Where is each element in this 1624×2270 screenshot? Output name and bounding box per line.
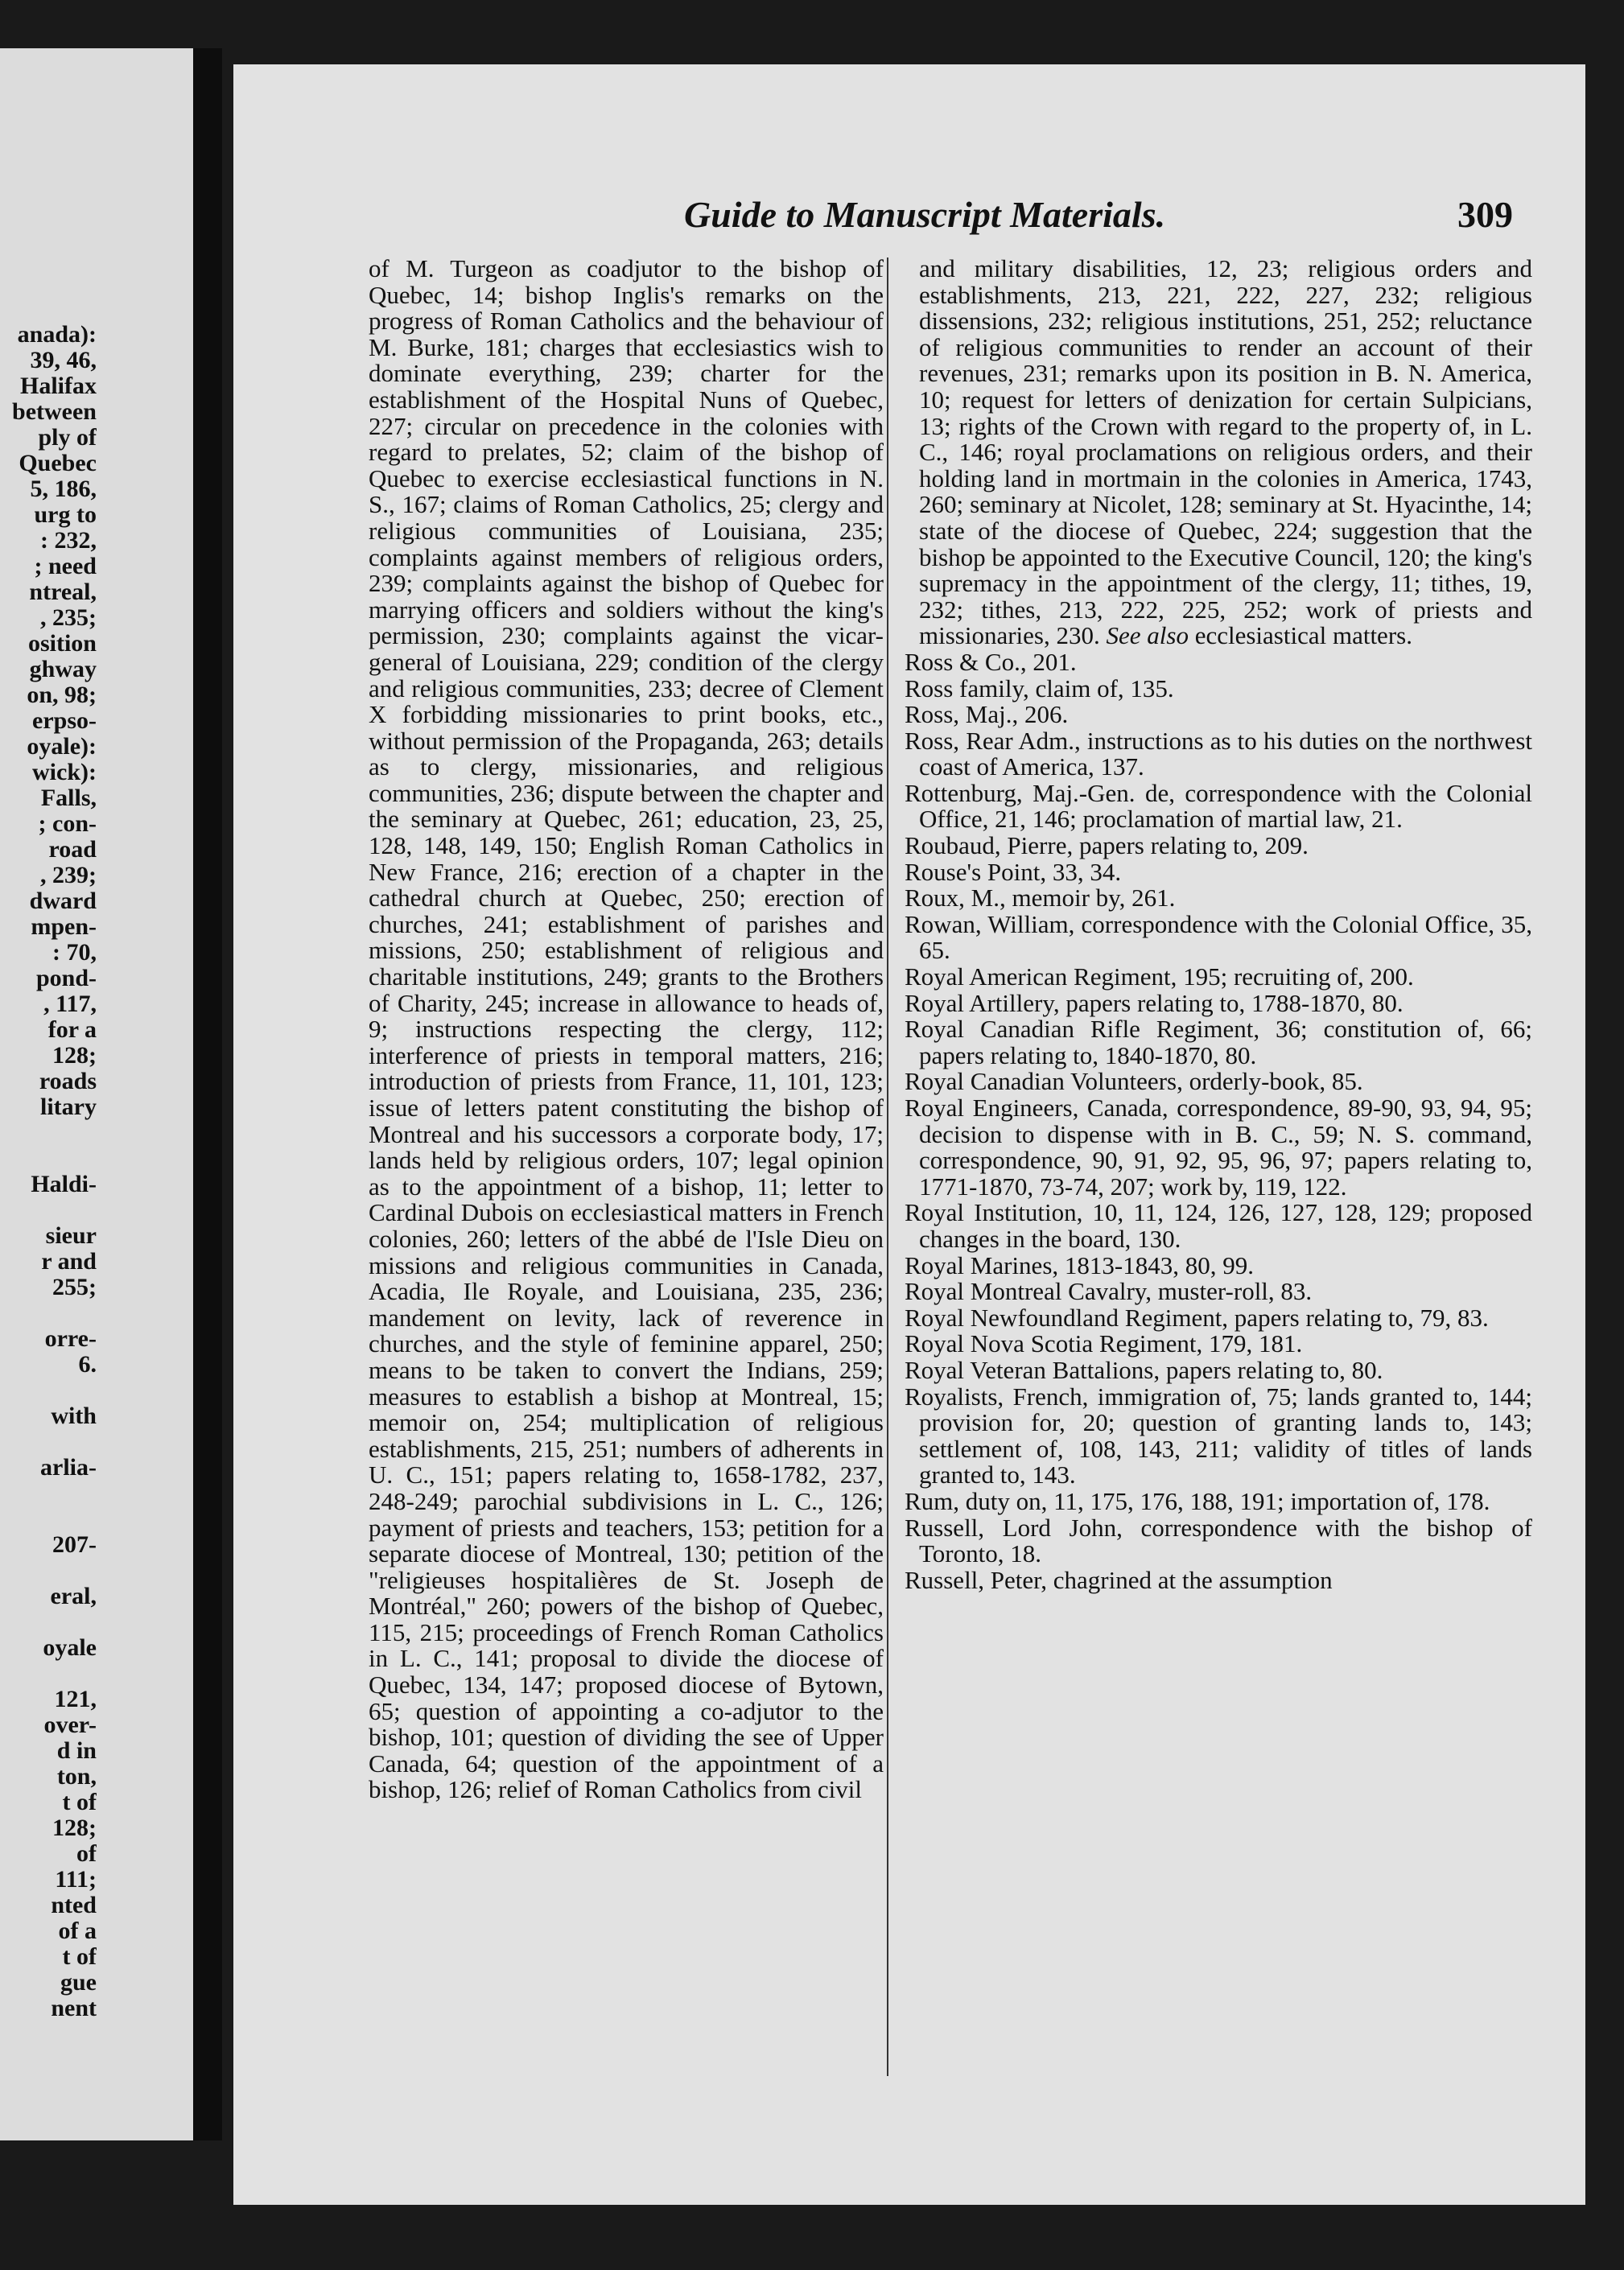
facing-page-line: 5, 186, <box>30 476 97 502</box>
facing-page-line: of <box>76 1841 97 1867</box>
index-entry: Roux, M., memoir by, 261. <box>905 884 1176 913</box>
facing-page-line: oyale): <box>27 734 97 760</box>
facing-page-line: , 239; <box>40 863 97 888</box>
facing-page-line <box>0 1197 97 1223</box>
index-entry: Russell, Lord John, correspondence with the bishop of Toronto, 18. <box>905 1513 1532 1568</box>
index-entry: Roubaud, Pierre, papers relating to, 209. <box>905 831 1309 860</box>
see-also-label: See also <box>1106 621 1189 650</box>
facing-page-line: r and <box>41 1249 97 1275</box>
index-entry: Ross family, claim of, 135. <box>905 674 1174 702</box>
index-entry: Rum, duty on, 11, 175, 176, 188, 191; importation of, 178. <box>905 1486 1490 1515</box>
facing-page-line: wick): <box>32 760 97 785</box>
index-column-left <box>369 256 884 1803</box>
facing-page-line: road <box>48 837 97 863</box>
index-entry: Royal Montreal Cavalry, muster-roll, 83. <box>905 1277 1313 1306</box>
facing-page-line: 207- <box>52 1532 97 1558</box>
facing-page-line: over- <box>43 1712 97 1738</box>
facing-page-line: ; con- <box>38 811 97 837</box>
facing-page-line <box>0 1378 97 1403</box>
facing-page-line: 111; <box>55 1867 97 1893</box>
facing-page-line: ghway <box>29 657 97 682</box>
facing-page-line: Falls, <box>40 785 97 811</box>
continuation-text: and military disabilities, 12, 23; religious orders and establishments, 213, 221, 222, 227, 232; religious dissensions, 232; religious institutions, 251, 252; reluctance of religious communities to render an account of their revenues, 231; remarks upon its position in B. N. America, 10; request for letters of denization for certain Sulpicians, 13; rights of the Crown with regard to the property of, in L. C., 146; royal proclamations on religious orders, and their holding land in mortmain in the colonies in America, 1743, 260; seminary at Nicolet, 128; seminary at St. Hyacinthe, 14; state of the diocese of Quebec, 224; suggestion that the bishop be appointed to the Executive Council, 120; the king's supremacy in the appointment of the clergy, 11; tithes, 19, 232; tithes, 213, 222, 225, 252; work of priests and missionaries, 230. <box>919 254 1532 650</box>
book-gutter <box>193 48 222 2140</box>
facing-page-line: dward <box>29 888 97 914</box>
index-entry: Ross, Rear Adm., instructions as to his duties on the northwest coast of America, 137. <box>905 726 1532 781</box>
facing-page-line: : 70, <box>52 940 97 966</box>
index-column-right <box>905 256 1532 1593</box>
facing-page-line: ply of <box>38 425 97 451</box>
facing-page-line: osition <box>27 631 97 657</box>
facing-page-line: eral, <box>50 1584 97 1609</box>
index-entry: Ross, Maj., 206. <box>905 700 1069 729</box>
facing-page-line: Halifax <box>20 373 97 399</box>
facing-page-line: for a <box>47 1017 97 1043</box>
facing-page-line: 128; <box>52 1043 97 1069</box>
index-entry: Royal American Regiment, 195; recruiting of, 200. <box>905 962 1414 991</box>
facing-page-line: , 235; <box>40 605 97 631</box>
facing-page-line: t of <box>62 1790 97 1815</box>
facing-page-line: mpen- <box>31 914 97 940</box>
facing-page-line: erpso- <box>32 708 97 734</box>
facing-page-line: Haldi- <box>31 1172 97 1197</box>
facing-page-line: between <box>12 399 97 425</box>
see-also-target: ecclesiastical matters. <box>1194 621 1412 650</box>
index-entry: Russell, Peter, chagrined at the assumption <box>905 1565 1333 1594</box>
index-entry: Royal Canadian Rifle Regiment, 36; constitution of, 66; papers relating to, 1840-1870, 80. <box>905 1015 1532 1069</box>
facing-page-line <box>0 1558 97 1584</box>
facing-page-line <box>0 1661 97 1687</box>
facing-page-line <box>0 1481 97 1506</box>
facing-page-line: 121, <box>54 1687 97 1712</box>
facing-page-line: litary <box>40 1094 97 1120</box>
facing-page-line <box>0 1146 97 1172</box>
index-entry: Royal Engineers, Canada, correspondence, 89-90, 93, 94, 95; decision to dispense with in B. C., 59; N. S. command, correspondence, 90, 91, 92, 95, 96, 97; papers relating to, 1771-1870, 73-74, 207; work by, 119, 122. <box>905 1094 1532 1201</box>
facing-page-line: Quebec <box>19 451 97 476</box>
index-entry: Royal Artillery, papers relating to, 1788-1870, 80. <box>905 988 1403 1017</box>
index-entry: Royal Veteran Battalions, papers relating to, 80. <box>905 1355 1383 1384</box>
facing-page-line: ntreal, <box>29 579 97 605</box>
index-entry: Rottenburg, Maj.-Gen. de, correspondence with the Colonial Office, 21, 146; proclamation of martial law, 21. <box>905 778 1532 834</box>
facing-page-line: 255; <box>52 1275 97 1300</box>
facing-page-line: oyale <box>43 1635 97 1661</box>
facing-page-line: 6. <box>78 1352 97 1378</box>
facing-page-line: with <box>51 1403 97 1429</box>
index-entry-continuation <box>905 256 1532 649</box>
facing-page-line: gue <box>60 1970 97 1996</box>
facing-page-line: of a <box>58 1918 97 1944</box>
facing-page-line: d in <box>56 1738 97 1764</box>
index-entry-continuation: of M. Turgeon as coadjutor to the bishop of Quebec, 14; bishop Inglis's remarks on the progress of Roman Catholics and the behaviour of M. Burke, 181; charges that ecclesiastics wish to dominate everything, 239; charter for the establishment of the Hospital Nuns of Quebec, 227; circular on precedence in the colonies with regard to prelates, 52; claim of the bishop of Quebec to exercise ecclesiastical functions in N. S., 167; claims of Roman Catholics, 25; clergy and religious communities of Louisiana, 235; complaints against members of religious orders, 239; complaints against the bishop of Quebec for marrying officers and soldiers without the king's permission, 230; complaints against the vicar-general of Louisiana, 229; condition of the clergy and religious communities, 233; decree of Clement X forbidding missionaries to print books, etc., without permission of the Propaganda, 263; details as to clergy, missionaries, and religious communities, 236; dispute between the chapter and the seminary at Quebec, 261; education, 23, 25, 128, 148, 149, 150; English Roman Catholics in New France, 216; erection of a chapter in the cathedral church at Quebec, 250; erection of churches, 241; establishment of parishes and missions, 250; establishment of religious and charitable institutions, 249; grants to the Brothers of Charity, 245; increase in allowance to heads of, 9; instructions respecting the clergy, 112; interference of priests in temporal matters, 216; introduction of priests from France, 11, 101, 123; issue of letters patent constituting the bishop of Montreal and his successors a corporate body, 17; lands held by religious orders, 107; legal opinion as to the appointment of a bishop, 11; letter to Cardinal Dubois on ecclesiastical matters in French colonies, 260; letters of the abbé de l'Isle Dieu on missions and religious communities in Canada, Acadia, Ile Royale, and Louisiana, 235, 236; mandement on levity, lack of reverence in churches, and the style of feminine apparel, 250; means to be taken to convert the Indians, 259; measures to establish a bishop at Montreal, 15; memoir on, 254; multiplication of religious establishments, 215, 251; numbers of adherents in U. C., 151; papers relating to, 1658-1782, 237, 248-249; parochial subdivisions in L. C., 126; payment of priests and teachers, 153; petition for a separate diocese of Montreal, 130; petition of the "religieuses hospitalières de St. Joseph de Montréal," 260; powers of the bishop of Quebec, 115, 215; proceedings of French Roman Catholics in L. C., 141; proposal to divide the diocese of Quebec, 134, 147; proposed diocese of Bytown, 65; question of appointing a co-adjutor to the bishop, 101; question of dividing the see of Upper Canada, 64; question of the appointment of a bishop, 126; relief of Roman Catholics from civil <box>369 254 884 1804</box>
book-page <box>233 64 1585 2205</box>
facing-page-text <box>0 322 97 2021</box>
facing-page-line <box>0 1300 97 1326</box>
facing-page-line: orre- <box>44 1326 97 1352</box>
index-entry: Royal Marines, 1813-1843, 80, 99. <box>905 1250 1254 1279</box>
page-number: 309 <box>1457 194 1513 235</box>
facing-page-line: nted <box>51 1893 97 1918</box>
facing-page-line: urg to <box>34 502 97 528</box>
index-entry: Royalists, French, immigration of, 75; lands granted to, 144; provision for, 20; question of granting lands to, 143; settlement of, 108, 143, 211; validity of titles of lands granted to, 143. <box>905 1382 1532 1489</box>
facing-page-line: roads <box>39 1069 97 1094</box>
facing-page-line <box>0 1120 97 1146</box>
facing-page-line: , 117, <box>43 991 97 1017</box>
facing-page-line: sieur <box>45 1223 97 1249</box>
index-entry: Rowan, William, correspondence with the Colonial Office, 35, 65. <box>905 909 1532 965</box>
index-entry: Ross & Co., 201. <box>905 647 1077 676</box>
facing-page-line <box>0 1506 97 1532</box>
facing-page-line: ton, <box>56 1764 97 1790</box>
index-entry: Royal Institution, 10, 11, 124, 126, 127, 128, 129; proposed changes in the board, 130. <box>905 1198 1532 1253</box>
index-entry: Royal Nova Scotia Regiment, 179, 181. <box>905 1329 1303 1358</box>
facing-page-line <box>0 1429 97 1455</box>
index-entries <box>905 649 1532 1593</box>
facing-page-line: 128; <box>52 1815 97 1841</box>
facing-page-line: : 232, <box>40 528 97 554</box>
facing-page-line: t of <box>62 1944 97 1970</box>
facing-page <box>0 48 193 2140</box>
facing-page-line: on, 98; <box>27 682 97 708</box>
facing-page-line: nent <box>51 1996 97 2021</box>
facing-page-line: ; need <box>34 554 97 579</box>
facing-page-line: anada): <box>17 322 97 348</box>
page-header <box>233 193 1585 249</box>
facing-page-line: arlia- <box>40 1455 97 1481</box>
facing-page-line <box>0 1609 97 1635</box>
running-title: Guide to Manuscript Materials. <box>684 194 1166 235</box>
index-entry: Rouse's Point, 33, 34. <box>905 857 1122 886</box>
index-entry: Royal Canadian Volunteers, orderly-book, 85. <box>905 1067 1363 1096</box>
facing-page-line: pond- <box>35 966 97 991</box>
facing-page-line: 39, 46, <box>30 348 97 373</box>
column-divider <box>887 257 888 2076</box>
index-entry: Royal Newfoundland Regiment, papers relating to, 79, 83. <box>905 1303 1489 1332</box>
